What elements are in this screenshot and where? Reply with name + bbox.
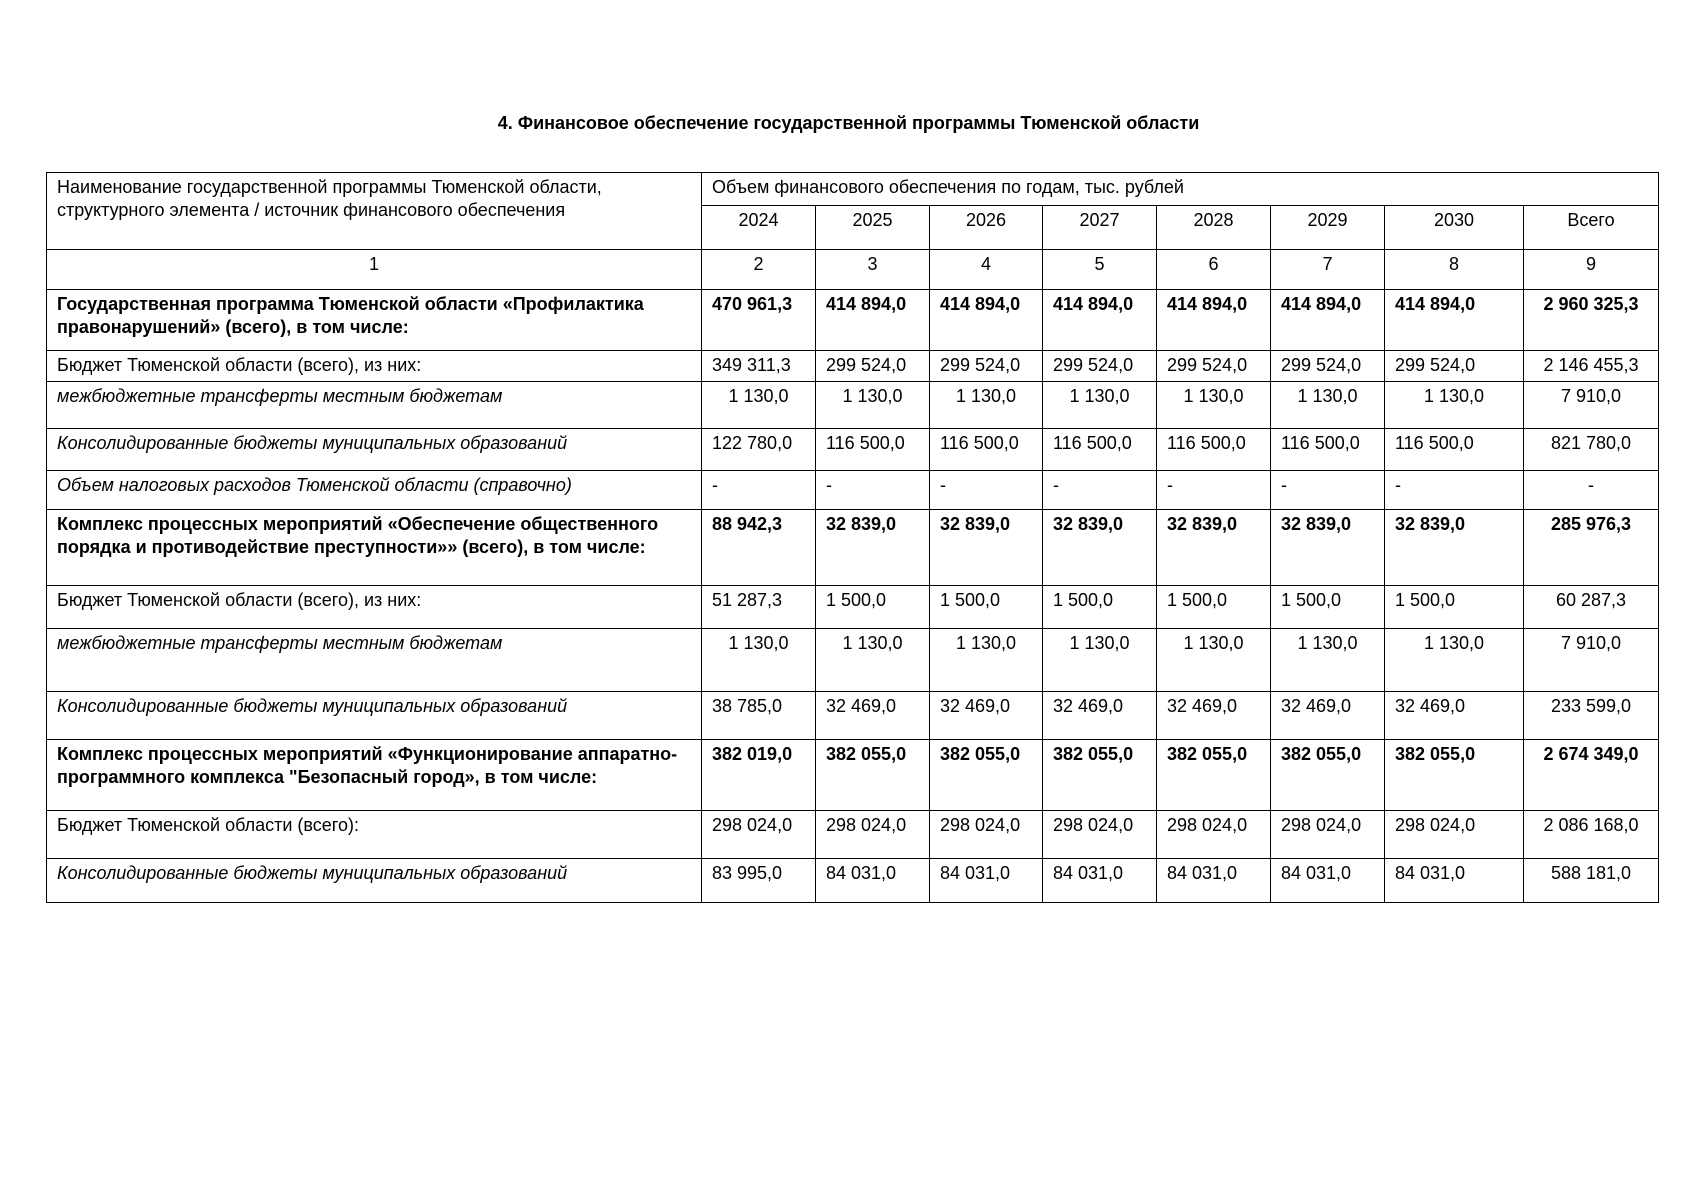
value-cell: 1 130,0 xyxy=(1157,382,1271,429)
value-cell: 84 031,0 xyxy=(1043,859,1157,903)
header-year: 2029 xyxy=(1271,206,1385,250)
table-row xyxy=(47,740,1659,811)
table-row xyxy=(47,429,1659,471)
row-label: Бюджет Тюменской области (всего), из них: xyxy=(47,351,702,382)
value-cell: 1 130,0 xyxy=(1385,629,1524,692)
value-cell: 298 024,0 xyxy=(702,811,816,859)
value-cell: 32 469,0 xyxy=(1043,692,1157,740)
value-cell: 382 055,0 xyxy=(1043,740,1157,811)
value-cell: 299 524,0 xyxy=(1043,351,1157,382)
header-year: 2026 xyxy=(930,206,1043,250)
row-label: Консолидированные бюджеты муниципальных образований xyxy=(47,859,702,903)
value-cell: 116 500,0 xyxy=(1385,429,1524,471)
value-cell: 298 024,0 xyxy=(1385,811,1524,859)
table-row xyxy=(47,471,1659,510)
column-number: 8 xyxy=(1385,250,1524,290)
value-cell: 382 055,0 xyxy=(1271,740,1385,811)
row-label: Консолидированные бюджеты муниципальных образований xyxy=(47,692,702,740)
header-name-cell: Наименование государственной программы Тюменской области, структурного элемента / источник финансового обеспечения xyxy=(47,173,702,250)
row-label: межбюджетные трансферты местным бюджетам xyxy=(47,382,702,429)
value-cell: 32 839,0 xyxy=(1043,510,1157,586)
value-cell: 382 055,0 xyxy=(930,740,1043,811)
value-cell: 299 524,0 xyxy=(1385,351,1524,382)
value-cell: 298 024,0 xyxy=(930,811,1043,859)
value-cell: 1 130,0 xyxy=(702,629,816,692)
value-cell: 84 031,0 xyxy=(930,859,1043,903)
value-cell: 1 500,0 xyxy=(1043,586,1157,629)
value-cell: 32 839,0 xyxy=(1385,510,1524,586)
column-number: 6 xyxy=(1157,250,1271,290)
value-cell: 88 942,3 xyxy=(702,510,816,586)
total-cell: 7 910,0 xyxy=(1524,382,1659,429)
total-cell: - xyxy=(1524,471,1659,510)
value-cell: 299 524,0 xyxy=(1157,351,1271,382)
value-cell: 1 130,0 xyxy=(1271,382,1385,429)
value-cell: 32 839,0 xyxy=(1157,510,1271,586)
value-cell: 414 894,0 xyxy=(1043,290,1157,351)
value-cell: - xyxy=(1157,471,1271,510)
value-cell: - xyxy=(816,471,930,510)
total-cell: 2 960 325,3 xyxy=(1524,290,1659,351)
table-row xyxy=(47,290,1659,351)
value-cell: 32 839,0 xyxy=(1271,510,1385,586)
value-cell: 1 130,0 xyxy=(1043,382,1157,429)
value-cell: 349 311,3 xyxy=(702,351,816,382)
value-cell: 116 500,0 xyxy=(816,429,930,471)
value-cell: 1 130,0 xyxy=(1385,382,1524,429)
value-cell: 298 024,0 xyxy=(1157,811,1271,859)
value-cell: 1 500,0 xyxy=(930,586,1043,629)
value-cell: 32 469,0 xyxy=(930,692,1043,740)
total-cell: 2 086 168,0 xyxy=(1524,811,1659,859)
value-cell: 298 024,0 xyxy=(1271,811,1385,859)
financing-table xyxy=(46,172,1659,903)
value-cell: 298 024,0 xyxy=(816,811,930,859)
value-cell: 1 500,0 xyxy=(1157,586,1271,629)
value-cell: 470 961,3 xyxy=(702,290,816,351)
total-cell: 588 181,0 xyxy=(1524,859,1659,903)
total-cell: 2 674 349,0 xyxy=(1524,740,1659,811)
total-cell: 821 780,0 xyxy=(1524,429,1659,471)
value-cell: 1 130,0 xyxy=(816,382,930,429)
row-label: Государственная программа Тюменской области «Профилактика правонарушений» (всего), в том числе: xyxy=(47,290,702,351)
value-cell: 116 500,0 xyxy=(930,429,1043,471)
value-cell: 116 500,0 xyxy=(1271,429,1385,471)
column-number: 5 xyxy=(1043,250,1157,290)
row-label: межбюджетные трансферты местным бюджетам xyxy=(47,629,702,692)
column-number: 1 xyxy=(47,250,702,290)
total-cell: 7 910,0 xyxy=(1524,629,1659,692)
value-cell: 116 500,0 xyxy=(1043,429,1157,471)
value-cell: 1 130,0 xyxy=(930,629,1043,692)
total-cell: 285 976,3 xyxy=(1524,510,1659,586)
value-cell: - xyxy=(1385,471,1524,510)
column-number: 7 xyxy=(1271,250,1385,290)
header-year: 2028 xyxy=(1157,206,1271,250)
column-number: 9 xyxy=(1524,250,1659,290)
value-cell: 382 055,0 xyxy=(816,740,930,811)
value-cell: 32 469,0 xyxy=(1157,692,1271,740)
table-row xyxy=(47,510,1659,586)
value-cell: 1 130,0 xyxy=(1271,629,1385,692)
header-volume-caption: Объем финансового обеспечения по годам, тыс. рублей xyxy=(702,173,1659,206)
value-cell: 1 130,0 xyxy=(1043,629,1157,692)
value-cell: 84 031,0 xyxy=(1157,859,1271,903)
table-row xyxy=(47,811,1659,859)
column-number: 3 xyxy=(816,250,930,290)
row-label: Бюджет Тюменской области (всего), из них: xyxy=(47,586,702,629)
value-cell: 299 524,0 xyxy=(930,351,1043,382)
value-cell: 299 524,0 xyxy=(1271,351,1385,382)
table-row xyxy=(47,351,1659,382)
value-cell: 32 839,0 xyxy=(816,510,930,586)
value-cell: 116 500,0 xyxy=(1157,429,1271,471)
value-cell: 84 031,0 xyxy=(1385,859,1524,903)
value-cell: 1 130,0 xyxy=(816,629,930,692)
value-cell: 414 894,0 xyxy=(1271,290,1385,351)
value-cell: 1 130,0 xyxy=(930,382,1043,429)
value-cell: - xyxy=(702,471,816,510)
value-cell: 1 130,0 xyxy=(1157,629,1271,692)
header-total: Всего xyxy=(1524,206,1659,250)
value-cell: - xyxy=(1043,471,1157,510)
total-cell: 2 146 455,3 xyxy=(1524,351,1659,382)
value-cell: 414 894,0 xyxy=(930,290,1043,351)
value-cell: 84 031,0 xyxy=(1271,859,1385,903)
value-cell: 1 500,0 xyxy=(1385,586,1524,629)
value-cell: 32 469,0 xyxy=(1385,692,1524,740)
table-row xyxy=(47,382,1659,429)
value-cell: 382 055,0 xyxy=(1385,740,1524,811)
value-cell: 51 287,3 xyxy=(702,586,816,629)
value-cell: 298 024,0 xyxy=(1043,811,1157,859)
value-cell: 382 055,0 xyxy=(1157,740,1271,811)
value-cell: 299 524,0 xyxy=(816,351,930,382)
value-cell: - xyxy=(930,471,1043,510)
value-cell: - xyxy=(1271,471,1385,510)
header-year: 2030 xyxy=(1385,206,1524,250)
header-year: 2024 xyxy=(702,206,816,250)
value-cell: 38 785,0 xyxy=(702,692,816,740)
column-number: 2 xyxy=(702,250,816,290)
value-cell: 382 019,0 xyxy=(702,740,816,811)
table-row xyxy=(47,692,1659,740)
row-label: Объем налоговых расходов Тюменской области (справочно) xyxy=(47,471,702,510)
table-row xyxy=(47,859,1659,903)
row-label: Комплекс процессных мероприятий «Обеспечение общественного порядка и противодействие преступности»» (всего), в том числе: xyxy=(47,510,702,586)
value-cell: 1 500,0 xyxy=(816,586,930,629)
value-cell: 83 995,0 xyxy=(702,859,816,903)
total-cell: 233 599,0 xyxy=(1524,692,1659,740)
row-label: Консолидированные бюджеты муниципальных образований xyxy=(47,429,702,471)
row-label: Бюджет Тюменской области (всего): xyxy=(47,811,702,859)
header-year: 2027 xyxy=(1043,206,1157,250)
value-cell: 32 839,0 xyxy=(930,510,1043,586)
value-cell: 414 894,0 xyxy=(1385,290,1524,351)
table-row xyxy=(47,586,1659,629)
header-year: 2025 xyxy=(816,206,930,250)
column-number: 4 xyxy=(930,250,1043,290)
total-cell: 60 287,3 xyxy=(1524,586,1659,629)
document-title: 4. Финансовое обеспечение государственной программы Тюменской области xyxy=(497,113,1200,133)
table-row xyxy=(47,629,1659,692)
value-cell: 122 780,0 xyxy=(702,429,816,471)
row-label: Комплекс процессных мероприятий «Функционирование аппаратно-программного комплекса "Безопасный город», в том числе: xyxy=(47,740,702,811)
value-cell: 32 469,0 xyxy=(816,692,930,740)
value-cell: 1 500,0 xyxy=(1271,586,1385,629)
value-cell: 414 894,0 xyxy=(816,290,930,351)
value-cell: 1 130,0 xyxy=(702,382,816,429)
value-cell: 84 031,0 xyxy=(816,859,930,903)
value-cell: 414 894,0 xyxy=(1157,290,1271,351)
value-cell: 32 469,0 xyxy=(1271,692,1385,740)
